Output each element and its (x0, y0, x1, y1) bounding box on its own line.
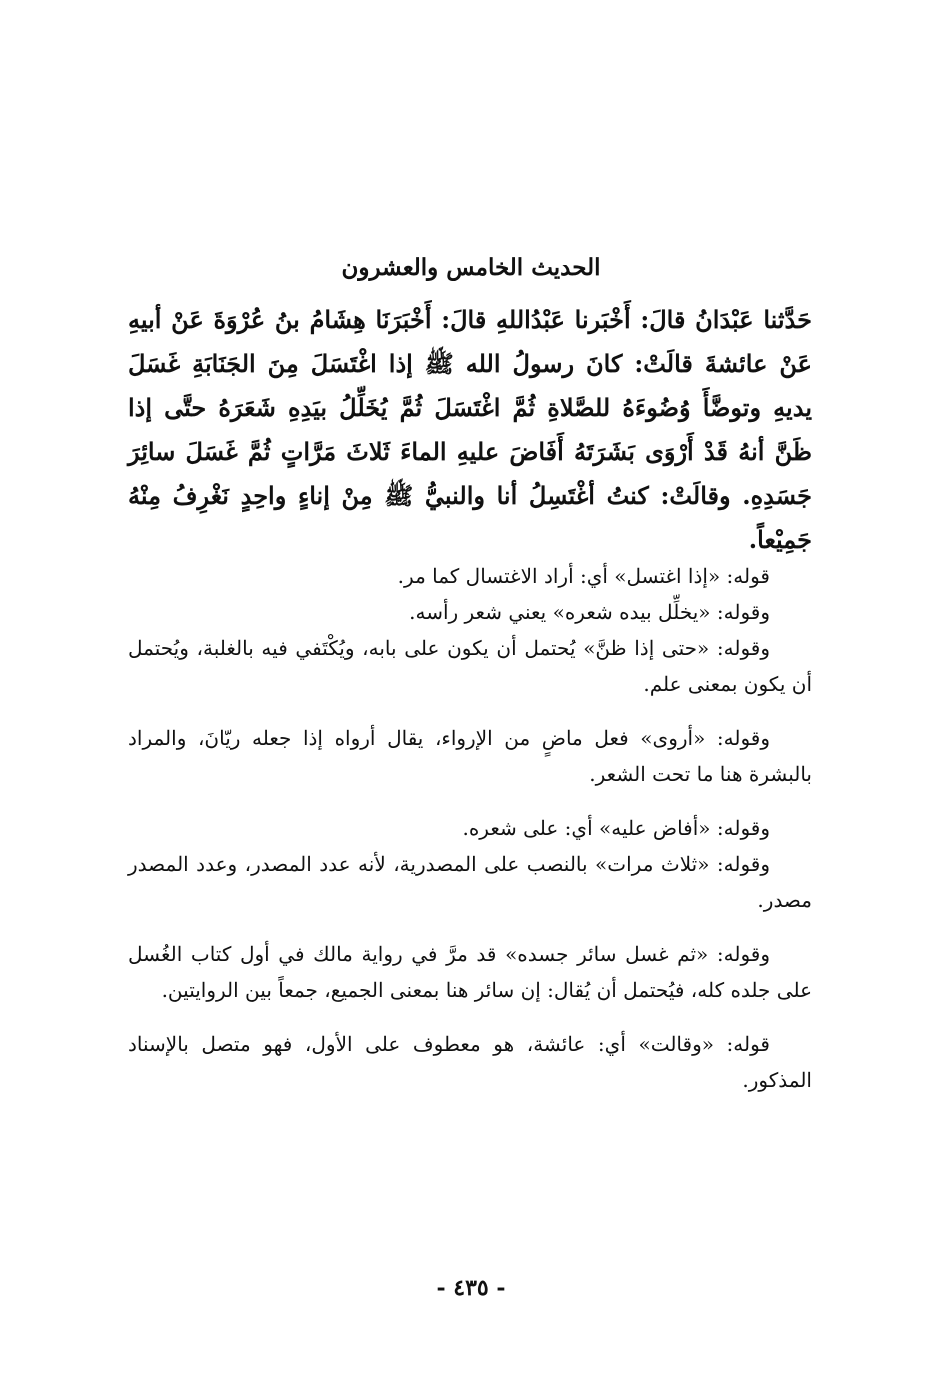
hadith-text-block (128, 298, 812, 562)
page-number: - ٤٣٥ - (436, 1275, 506, 1301)
commentary-paragraph: وقوله: «أفاض عليه» أي: على شعره. (462, 816, 770, 840)
hadith-text: حَدَّثنا عَبْدَانُ قالَ: أَخْبَرنا عَبْدُاللهِ قالَ: أَخْبَرَنَا هِشَامُ بنُ عُرْوَةَ عَنْ أبيهِ عَنْ عائشةَ قالَتْ: كانَ رسولُ الله ﷺ إذا اغْتَسَلَ مِنَ الجَنَابَةِ غَسَلَ يديهِ وتوضَّأَ وُضُوءَهُ للصَّلاةِ ثُمَّ اغْتَسَلَ ثُمَّ يُخَلِّلُ بيَدِهِ شَعَرَهُ حتَّى إذا ظَنَّ أنهُ قَدْ أَرْوَى بَشَرَتَهُ أَفَاضَ عليهِ الماءَ ثَلاثَ مَرَّاتٍ ثُمَّ غَسَلَ سائِرَ جَسَدِهِ. وقالَتْ: كنتُ أغْتَسِلُ أنا والنبيُّ ﷺ مِنْ إناءٍ واحِدٍ نَغْرِفُ مِنْهُ جَمِيْعاً. (128, 305, 813, 554)
commentary-paragraph: وقوله: «أروى» فعل ماضٍ من الإرواء، يقال أرواه إذا جعله ريّانَ، والمراد بالبشرة هنا ما تحت الشعر. (128, 726, 812, 786)
commentary-paragraph: وقوله: «ثلاث مرات» بالنصب على المصدرية، لأنه عدد المصدر، وعدد المصدر مصدر. (128, 852, 812, 912)
commentary-paragraph: وقوله: «حتى إذا ظنَّ» يُحتمل أن يكون على بابه، ويُكْتَفي فيه بالغلبة، ويُحتمل أن يكون بمعنى علم. (128, 636, 812, 696)
chapter-title: الحديث الخامس والعشرون (341, 254, 601, 281)
commentary-paragraph: قوله: «إذا اغتسل» أي: أراد الاغتسال كما مر. (397, 564, 770, 588)
commentary-paragraph: وقوله: «يخلِّل بيده شعره» يعني شعر رأسه. (409, 600, 770, 624)
commentary-paragraph: وقوله: «ثم غسل سائر جسده» قد مرَّ في رواية مالك في أول كتاب الغُسل على جلده كله، فيُحتمل أن يُقال: إن سائر هنا بمعنى الجميع، جمعاً بين الروايتين. (128, 942, 812, 1002)
commentary-paragraph: قوله: «وقالت» أي: عائشة، هو معطوف على الأول، فهو متصل بالإسناد المذكور. (128, 1032, 812, 1092)
commentary-block (128, 558, 812, 1098)
